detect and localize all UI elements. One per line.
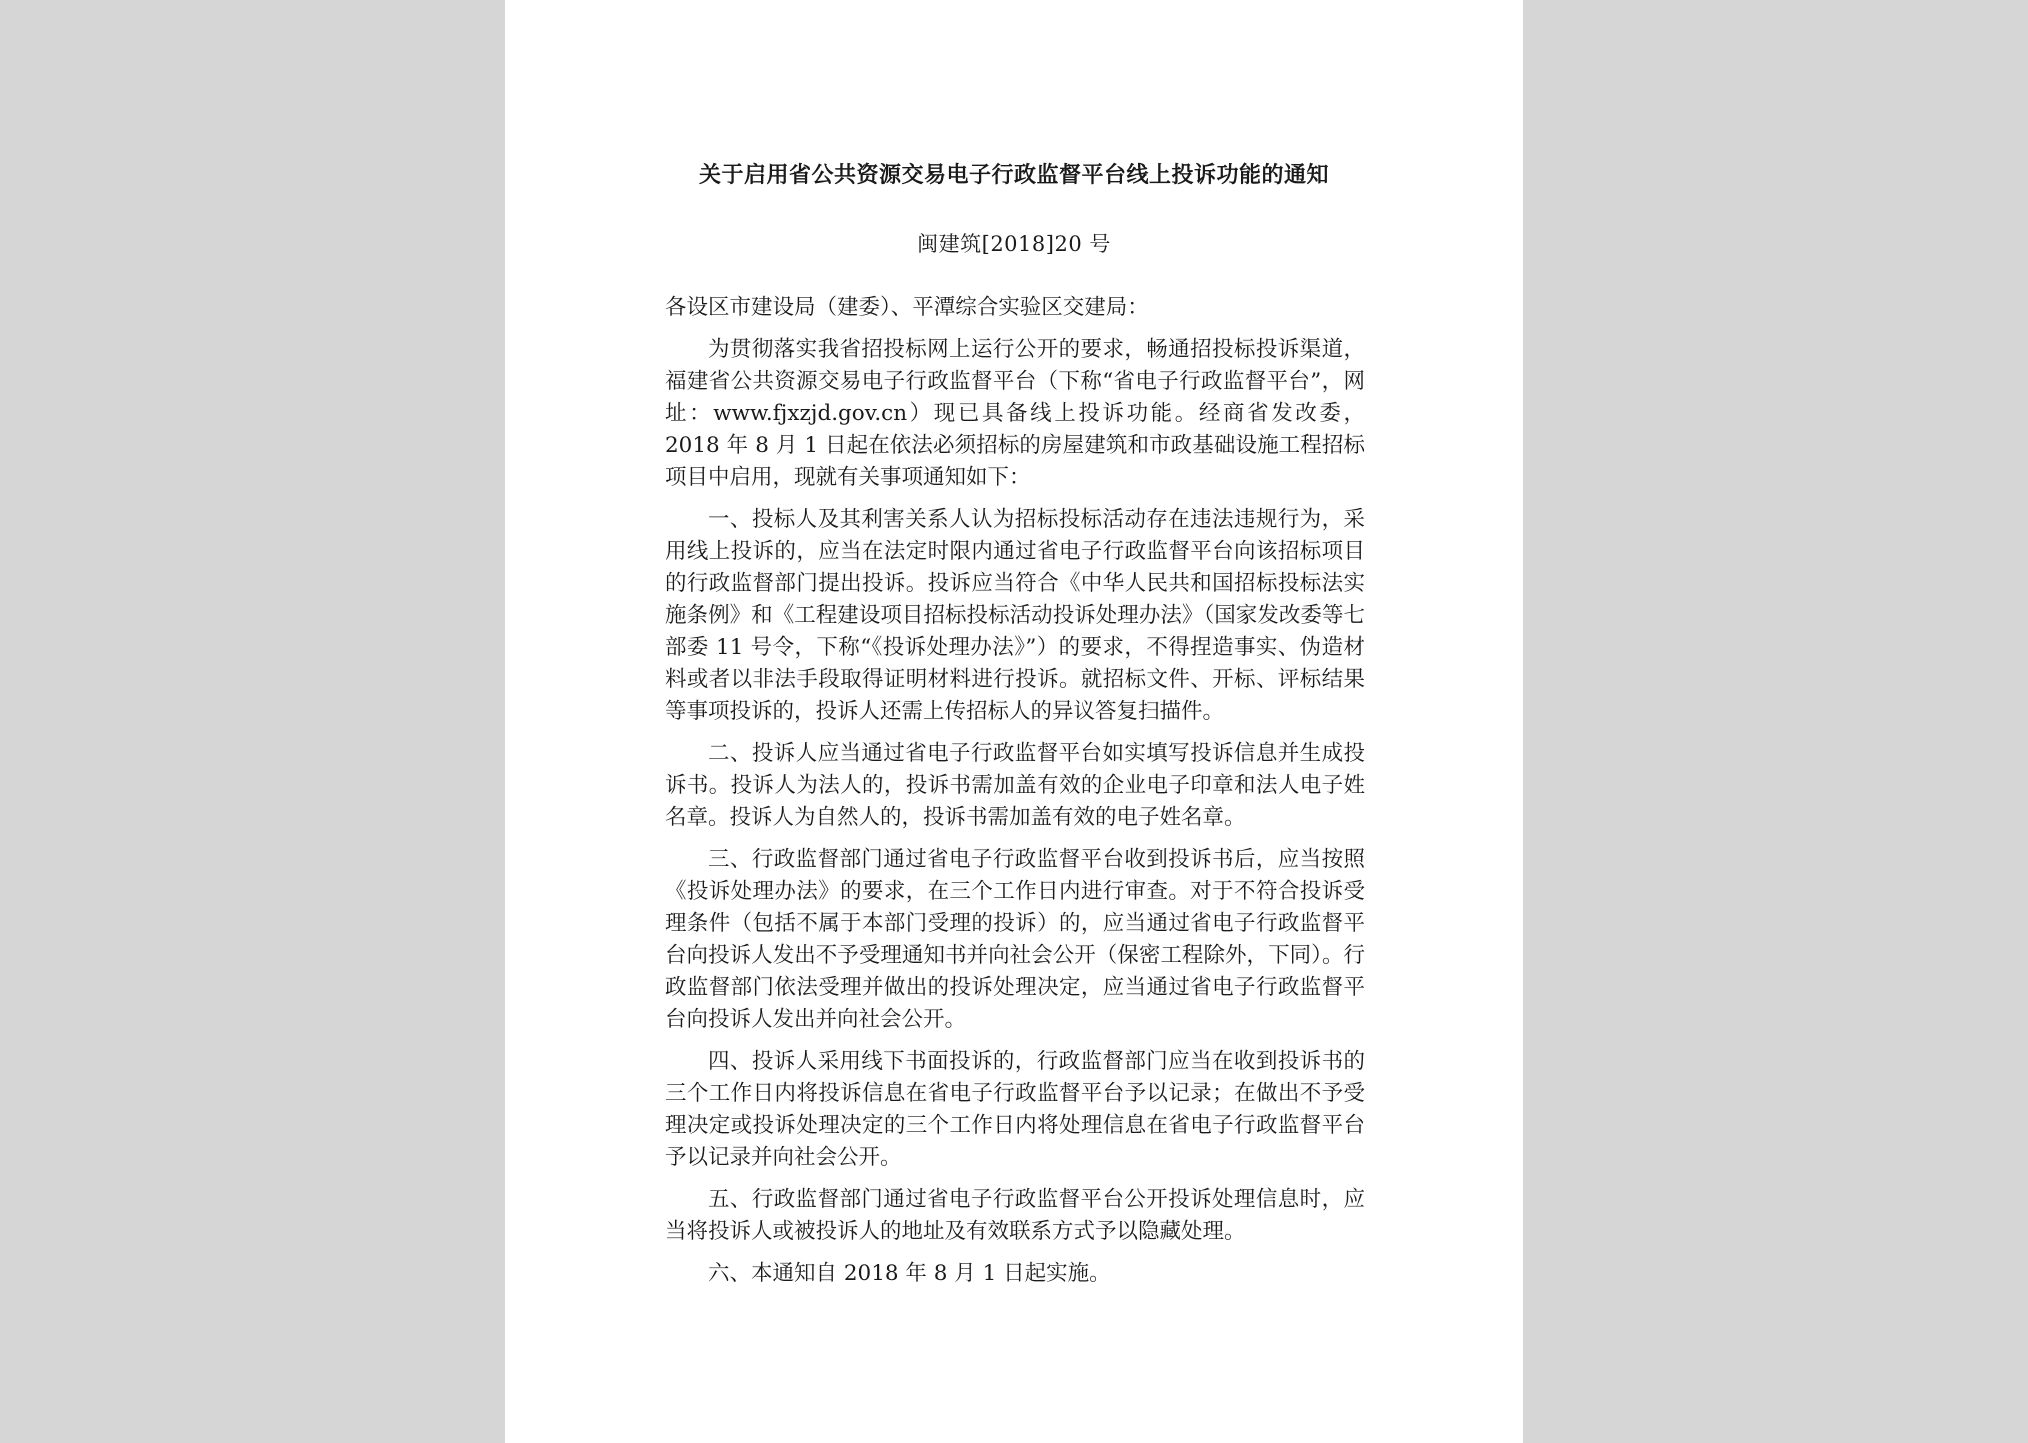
clause-6-paragraph: 六、本通知自 2018 年 8 月 1 日起实施。 xyxy=(708,1261,1111,1286)
document-body xyxy=(665,292,1365,1300)
addressee-line: 各设区市建设局（建委）、平潭综合实验区交建局： xyxy=(665,295,1149,320)
document-page xyxy=(505,0,1523,1443)
clause-2-paragraph: 二、投诉人应当通过省电子行政监督平台如实填写投诉信息并生成投诉书。投诉人为法人的，投诉书需加盖有效的企业电子印章和法人电子姓名章。投诉人为自然人的，投诉书需加盖有效的电子姓名章。 xyxy=(665,741,1365,830)
document-number: 闽建筑[2018]20 号 xyxy=(917,232,1111,256)
clause-1-paragraph: 一、投标人及其利害关系人认为招标投标活动存在违法违规行为，采用线上投诉的，应当在法定时限内通过省电子行政监督平台向该招标项目的行政监督部门提出投诉。投诉应当符合《中华人民共和国招标投标法实施条例》和《工程建设项目招标投标活动投诉处理办法》（国家发改委等七部委 11 号令，下称“《投诉处理办法》”）的要求，不得捏造事实、伪造材料或者以非法手段取得证明材料进行投诉。就招标文件、开标、评标结果等事项投诉的，投诉人还需上传招标人的异议答复扫描件。 xyxy=(665,507,1365,724)
intro-paragraph: 为贯彻落实我省招投标网上运行公开的要求，畅通招投标投诉渠道，福建省公共资源交易电子行政监督平台（下称“省电子行政监督平台”，网址：www.fjxzjd.gov.cn）现已具备线上投诉功能。经商省发改委，2018 年 8 月 1 日起在依法必须招标的房屋建筑和市政基础设施工程招标项目中启用，现就有关事项通知如下： xyxy=(665,337,1365,490)
clause-3-paragraph: 三、行政监督部门通过省电子行政监督平台收到投诉书后，应当按照《投诉处理办法》的要求，在三个工作日内进行审查。对于不符合投诉受理条件（包括不属于本部门受理的投诉）的，应当通过省电子行政监督平台向投诉人发出不予受理通知书并向社会公开（保密工程除外，下同）。行政监督部门依法受理并做出的投诉处理决定，应当通过省电子行政监督平台向投诉人发出并向社会公开。 xyxy=(665,847,1365,1032)
document-title: 关于启用省公共资源交易电子行政监督平台线上投诉功能的通知 xyxy=(698,162,1329,188)
clause-5-paragraph: 五、行政监督部门通过省电子行政监督平台公开投诉处理信息时，应当将投诉人或被投诉人的地址及有效联系方式予以隐藏处理。 xyxy=(665,1187,1365,1244)
clause-4-paragraph: 四、投诉人采用线下书面投诉的，行政监督部门应当在收到投诉书的三个工作日内将投诉信息在省电子行政监督平台予以记录；在做出不予受理决定或投诉处理决定的三个工作日内将处理信息在省电子行政监督平台予以记录并向社会公开。 xyxy=(665,1049,1365,1170)
